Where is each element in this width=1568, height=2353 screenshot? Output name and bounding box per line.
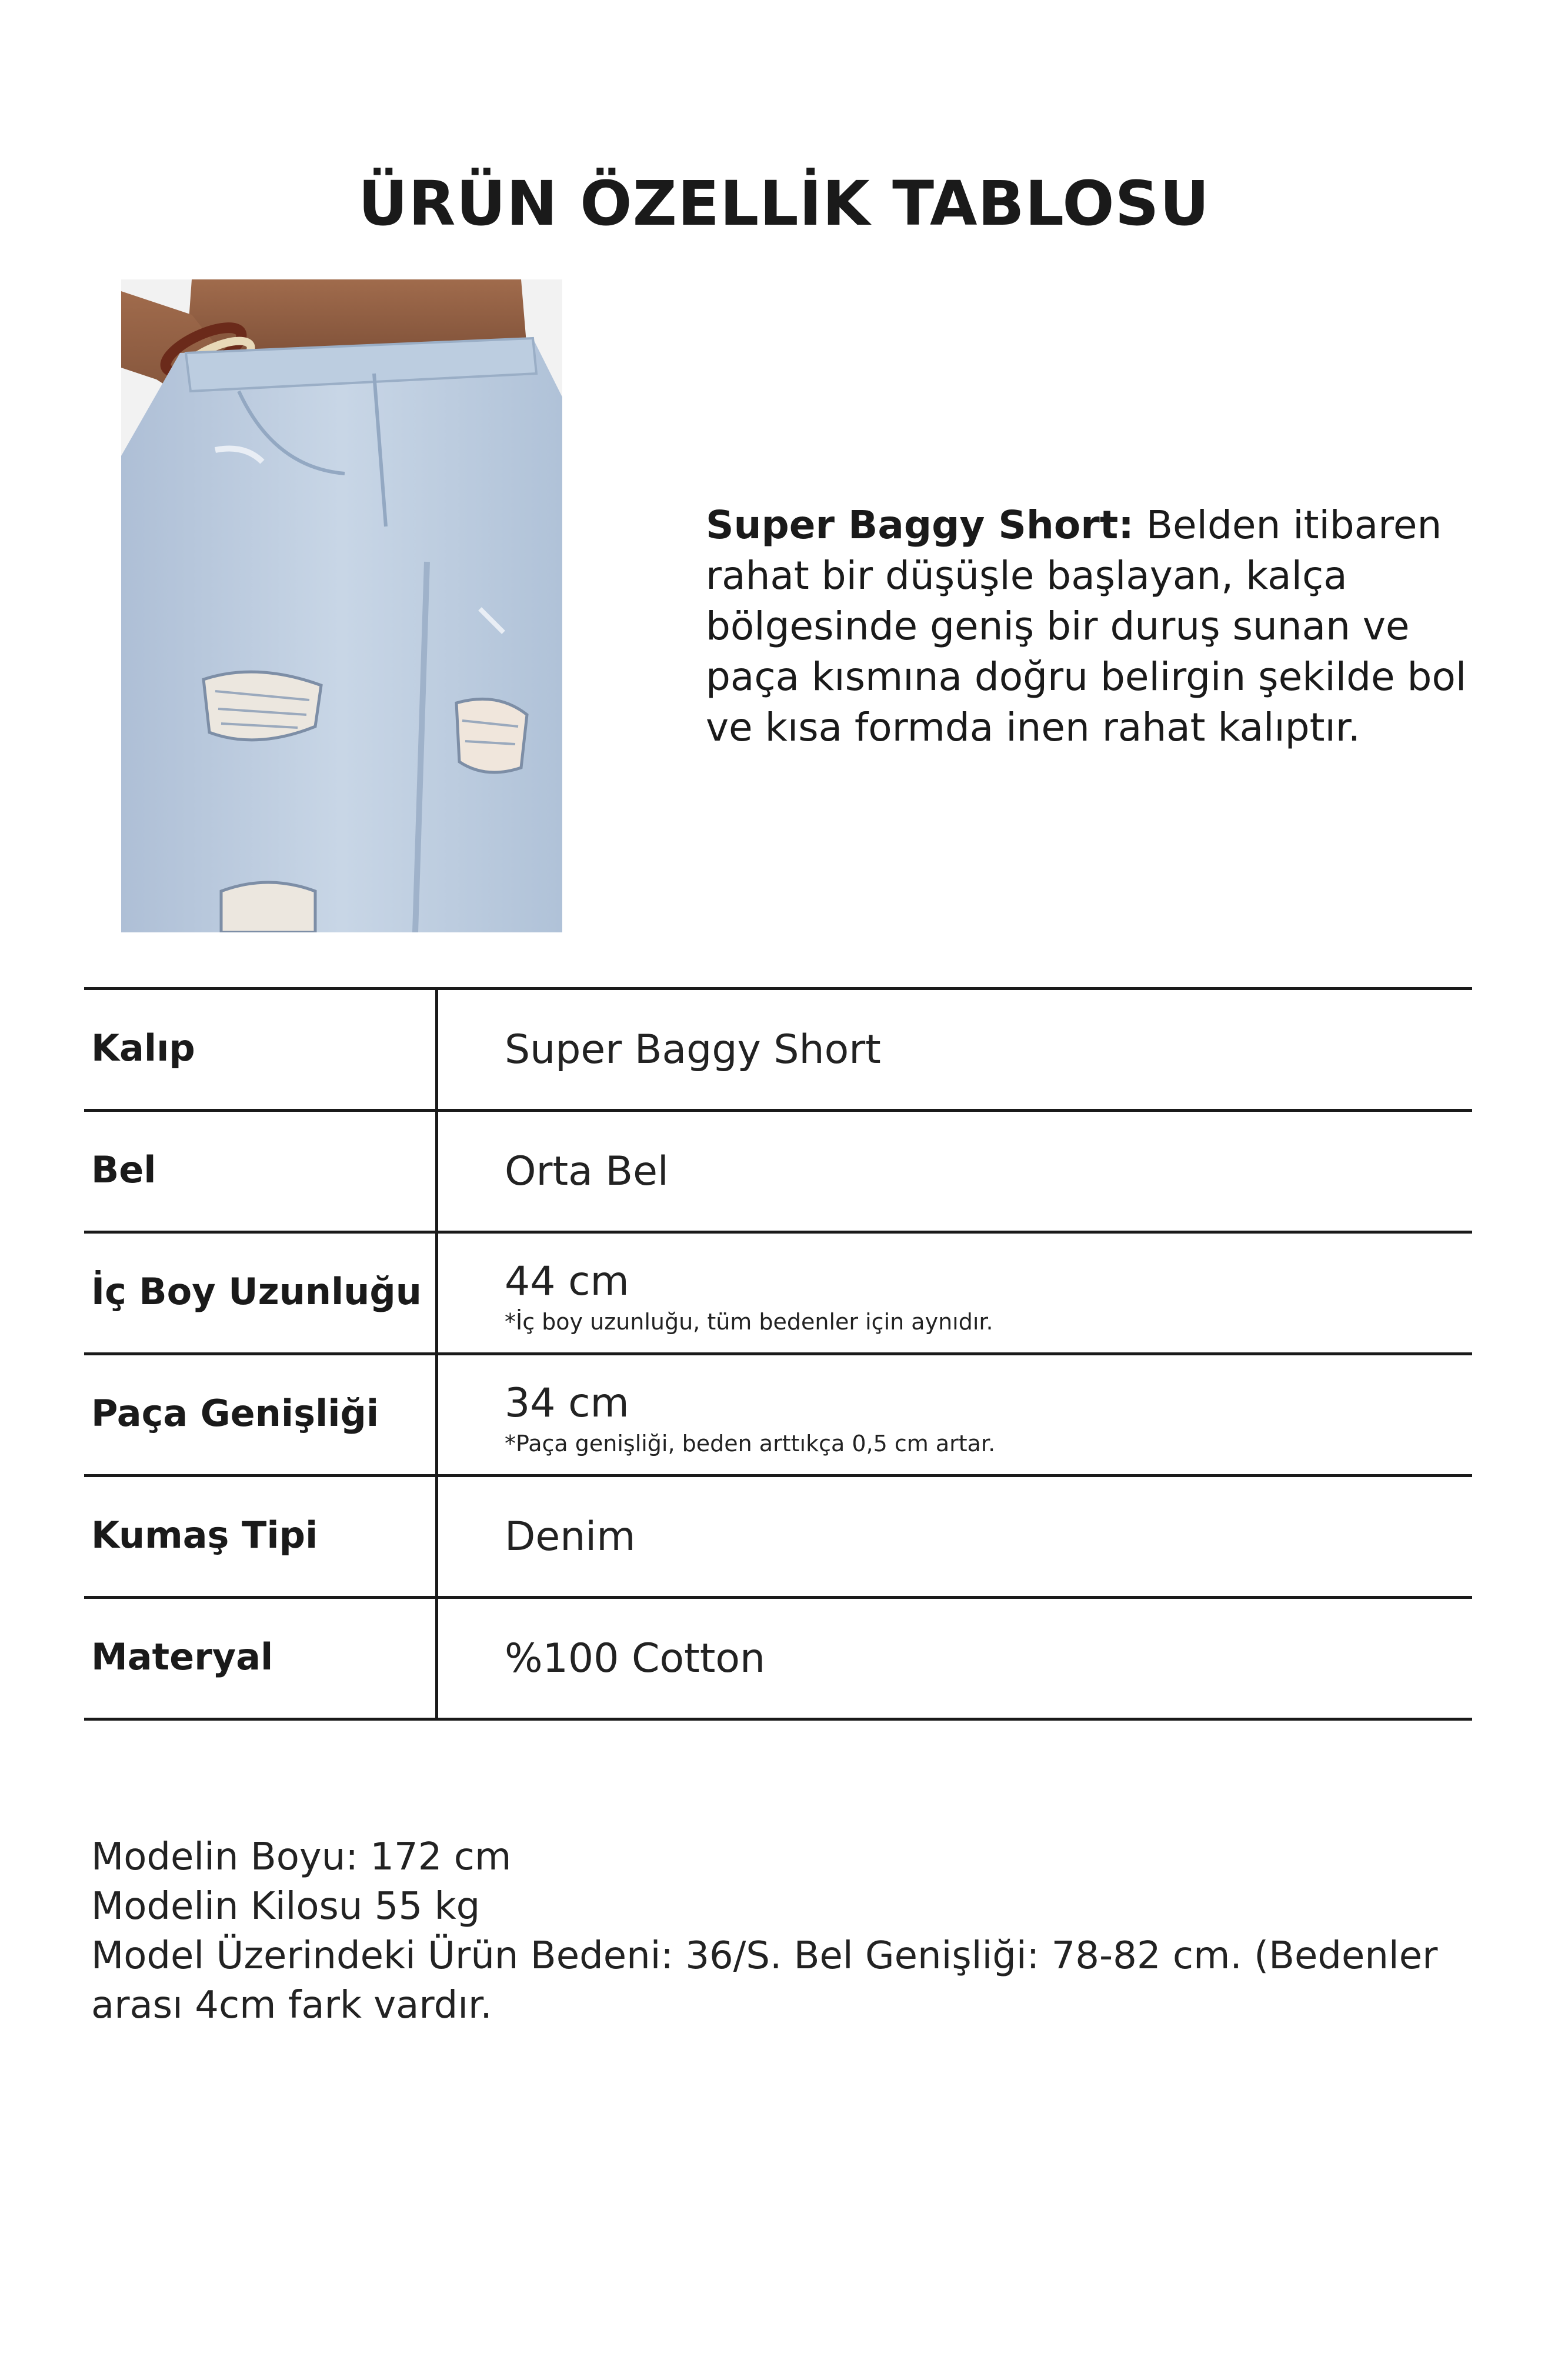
- spec-value: 44 cm: [505, 1258, 629, 1305]
- page-title: ÜRÜN ÖZELLİK TABLOSU: [358, 168, 1210, 239]
- column-divider: [435, 1355, 438, 1474]
- column-divider: [435, 1112, 438, 1231]
- spec-label: Paça Genişliği: [91, 1392, 379, 1435]
- model-weight: Modelin Kilosu 55 kg: [91, 1885, 481, 1928]
- spec-table: [84, 987, 1472, 1721]
- table-row: [84, 1234, 1472, 1355]
- description-heading: Super Baggy Short:: [706, 502, 1134, 548]
- spec-label: Bel: [91, 1148, 156, 1191]
- spec-value: %100 Cotton: [505, 1635, 766, 1682]
- spec-note: *Paça genişliği, beden arttıkça 0,5 cm artar.: [505, 1431, 996, 1457]
- spec-value: 34 cm: [505, 1380, 629, 1427]
- model-height: Modelin Boyu: 172 cm: [91, 1835, 512, 1879]
- description-text: Belden itibaren rahat bir düşüşle başlayan, kalça bölgesinde geniş bir duruş sunan ve paça kısmına doğru belirgin şekilde bol ve kısa formda inen rahat kalıptır.: [706, 502, 1467, 750]
- column-divider: [435, 990, 438, 1109]
- model-info: [91, 1832, 1491, 2030]
- product-photo: [121, 279, 562, 932]
- table-row: [84, 1112, 1472, 1234]
- table-row: [84, 990, 1472, 1112]
- model-size: Model Üzerindeki Ürün Bedeni: 36/S. Bel Genişliği: 78-82 cm. (Bedenler arası 4cm fark vardır.: [91, 1934, 1438, 2027]
- spec-note: *İç boy uzunluğu, tüm bedenler için aynıdır.: [505, 1309, 993, 1335]
- table-row: [84, 1599, 1472, 1721]
- spec-label: Kumaş Tipi: [91, 1514, 318, 1557]
- spec-value: Super Baggy Short: [505, 1026, 881, 1073]
- spec-label: Kalıp: [91, 1026, 195, 1069]
- column-divider: [435, 1234, 438, 1352]
- column-divider: [435, 1599, 438, 1718]
- column-divider: [435, 1477, 438, 1596]
- spec-value: Denim: [505, 1514, 636, 1560]
- spec-label: Materyal: [91, 1635, 273, 1678]
- product-description: [706, 500, 1482, 753]
- table-row: [84, 1477, 1472, 1599]
- spec-value: Orta Bel: [505, 1148, 669, 1195]
- spec-label: İç Boy Uzunluğu: [91, 1270, 422, 1313]
- table-row: [84, 1355, 1472, 1477]
